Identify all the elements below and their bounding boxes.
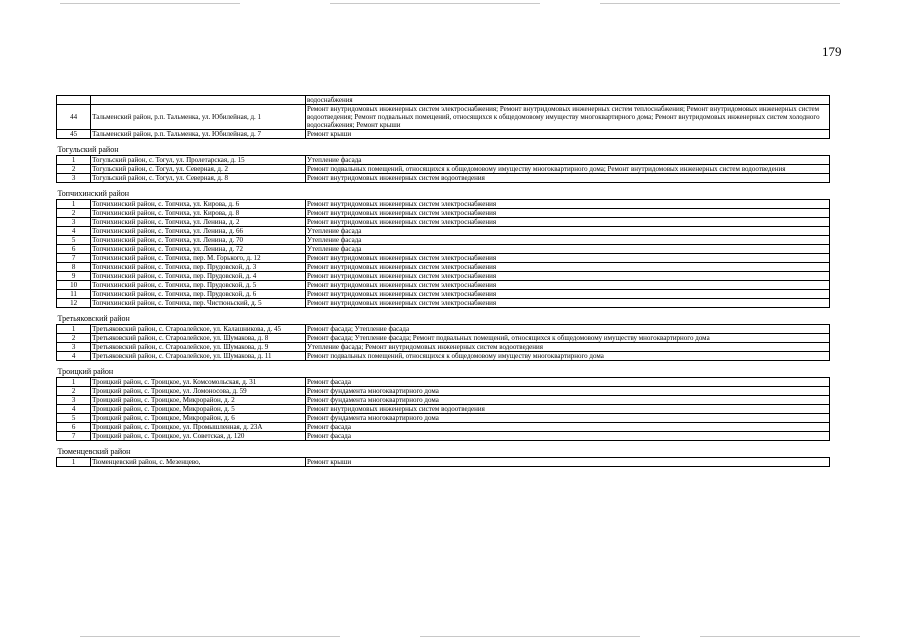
row-number: 6 — [57, 245, 91, 254]
district-header-row — [57, 308, 830, 325]
table-body — [57, 96, 830, 467]
table-row — [57, 414, 830, 423]
table-row — [57, 105, 830, 130]
row-number: 9 — [57, 272, 91, 281]
works-cell: Утепление фасада — [305, 156, 829, 165]
table-row — [57, 130, 830, 139]
works-cell: Ремонт внутридомовых инженерных систем электроснабжения — [305, 209, 829, 218]
row-number: 45 — [57, 130, 91, 139]
table-row — [57, 218, 830, 227]
document-body — [56, 95, 830, 467]
table-row — [57, 387, 830, 396]
scan-artifact-top — [600, 3, 840, 4]
row-number: 3 — [57, 396, 91, 405]
district-title: Троицкий район — [57, 367, 114, 376]
table-row — [57, 156, 830, 165]
row-number: 8 — [57, 263, 91, 272]
works-cell: Утепление фасада — [305, 245, 829, 254]
row-number: 1 — [57, 325, 91, 334]
row-number: 10 — [57, 281, 91, 290]
address-cell: Третьяковский район, с. Староалейское, ул. Калашникова, д. 45 — [91, 325, 306, 334]
table-row — [57, 200, 830, 209]
district-header-row — [57, 361, 830, 378]
table-row — [57, 165, 830, 174]
address-cell: Тюменцевский район, с. Мезенцево, — [91, 458, 306, 467]
address-cell: Тогульский район, с. Тогул, ул. Пролетарская, д. 15 — [91, 156, 306, 165]
row-number — [57, 96, 91, 105]
row-number: 4 — [57, 405, 91, 414]
address-cell: Троицкий район, с. Троицкое, Микрорайон, д. 6 — [91, 414, 306, 423]
row-number: 5 — [57, 414, 91, 423]
table-row — [57, 343, 830, 352]
table-row — [57, 432, 830, 441]
address-cell: Тальменский район, р.п. Тальменка, ул. Юбилейная, д. 7 — [91, 130, 306, 139]
table-row — [57, 281, 830, 290]
row-number: 12 — [57, 299, 91, 308]
district-title: Тюменцевский район — [57, 447, 131, 456]
works-cell: Ремонт внутридомовых инженерных систем электроснабжения — [305, 200, 829, 209]
works-cell: Ремонт внутридомовых инженерных систем электроснабжения — [305, 254, 829, 263]
works-cell: Ремонт фасада; Утепление фасада; Ремонт подвальных помещений, относящихся к общедомовому имуществу многоквартирного дома — [305, 334, 829, 343]
address-cell: Троицкий район, с. Троицкое, ул. Советская, д. 120 — [91, 432, 306, 441]
district-header-row — [57, 183, 830, 200]
works-cell: Ремонт внутридомовых инженерных систем электроснабжения — [305, 272, 829, 281]
works-cell: Ремонт подвальных помещений, относящихся к общедомовому имуществу многоквартирного дома; Ремонт внутридомовых инженерных систем водоотведения — [305, 165, 829, 174]
address-cell: Топчихинский район, с. Топчиха, ул. Кирова, д. 8 — [91, 209, 306, 218]
scan-artifact-bottom — [700, 636, 860, 637]
row-number: 44 — [57, 105, 91, 130]
address-cell: Третьяковский район, с. Староалейское, ул. Шумакова, д. 8 — [91, 334, 306, 343]
row-number: 2 — [57, 165, 91, 174]
table-row — [57, 396, 830, 405]
works-cell: Ремонт фасада — [305, 423, 829, 432]
works-cell: Ремонт крыши — [305, 458, 829, 467]
table-row — [57, 245, 830, 254]
works-cell: Ремонт внутридомовых инженерных систем электроснабжения — [305, 263, 829, 272]
district-title: Топчихинский район — [57, 189, 130, 198]
works-cell: Ремонт внутридомовых инженерных систем водоотведения — [305, 174, 829, 183]
table-row — [57, 263, 830, 272]
table-row — [57, 174, 830, 183]
district-title: Тогульский район — [57, 145, 119, 154]
row-number: 3 — [57, 218, 91, 227]
row-number: 2 — [57, 209, 91, 218]
table-row — [57, 227, 830, 236]
works-cell: Утепление фасада; Ремонт внутридомовых инженерных систем водоотведения — [305, 343, 829, 352]
works-cell: Ремонт подвальных помещений, относящихся к общедомовому имуществу многоквартирного дома — [305, 352, 829, 361]
works-cell: Ремонт фасада — [305, 432, 829, 441]
works-cell: Утепление фасада — [305, 236, 829, 245]
works-cell: Утепление фасада — [305, 227, 829, 236]
works-cell: Ремонт внутридомовых инженерных систем водоотведения — [305, 405, 829, 414]
address-cell: Тогульский район, с. Тогул, ул. Северная, д. 8 — [91, 174, 306, 183]
row-number: 4 — [57, 227, 91, 236]
row-number: 1 — [57, 378, 91, 387]
row-number: 2 — [57, 334, 91, 343]
works-cell: Ремонт фундамента многоквартирного дома — [305, 396, 829, 405]
row-number: 3 — [57, 343, 91, 352]
row-number: 7 — [57, 432, 91, 441]
works-cell: Ремонт фундамента многоквартирного дома — [305, 414, 829, 423]
address-cell: Топчихинский район, с. Топчиха, пер. Прудовской, д. 3 — [91, 263, 306, 272]
address-cell: Троицкий район, с. Троицкое, Микрорайон, д. 2 — [91, 396, 306, 405]
address-cell: Троицкий район, с. Троицкое, Микрорайон, д. 5 — [91, 405, 306, 414]
row-number: 7 — [57, 254, 91, 263]
address-cell: Третьяковский район, с. Староалейское, ул. Шумакова, д. 9 — [91, 343, 306, 352]
district-title: Третьяковский район — [57, 314, 130, 323]
works-cell: Ремонт фасада; Утепление фасада — [305, 325, 829, 334]
address-cell — [91, 96, 306, 105]
address-cell: Топчихинский район, с. Топчиха, ул. Кирова, д. 6 — [91, 200, 306, 209]
repair-schedule-table — [56, 95, 830, 467]
address-cell: Третьяковский район, с. Староалейское, ул. Шумакова, д. 11 — [91, 352, 306, 361]
works-cell: Ремонт фасада — [305, 378, 829, 387]
district-header-row — [57, 441, 830, 458]
address-cell: Троицкий район, с. Троицкое, ул. Комсомольская, д. 31 — [91, 378, 306, 387]
table-row — [57, 209, 830, 218]
table-row — [57, 405, 830, 414]
table-row — [57, 423, 830, 432]
address-cell: Топчихинский район, с. Топчиха, пер. М. Горького, д. 12 — [91, 254, 306, 263]
address-cell: Топчихинский район, с. Топчиха, ул. Ленина, д. 70 — [91, 236, 306, 245]
table-row — [57, 325, 830, 334]
row-number: 1 — [57, 458, 91, 467]
page-number: 179 — [822, 44, 842, 59]
scan-artifact-bottom — [80, 636, 340, 637]
table-row — [57, 96, 830, 105]
works-cell: Ремонт фундамента многоквартирного дома — [305, 387, 829, 396]
district-header-row — [57, 139, 830, 156]
table-row — [57, 254, 830, 263]
table-row — [57, 352, 830, 361]
row-number: 4 — [57, 352, 91, 361]
scan-artifact-bottom — [420, 636, 640, 637]
address-cell: Топчихинский район, с. Топчиха, ул. Ленина, д. 72 — [91, 245, 306, 254]
table-row — [57, 272, 830, 281]
works-cell: Ремонт внутридомовых инженерных систем электроснабжения — [305, 290, 829, 299]
row-number: 11 — [57, 290, 91, 299]
table-row — [57, 378, 830, 387]
scan-artifact-top — [60, 3, 240, 4]
address-cell: Тогульский район, с. Тогул, ул. Северная, д. 2 — [91, 165, 306, 174]
scan-artifact-top — [330, 3, 540, 4]
works-cell: Ремонт внутридомовых инженерных систем электроснабжения — [305, 299, 829, 308]
row-number: 1 — [57, 156, 91, 165]
row-number: 2 — [57, 387, 91, 396]
row-number: 1 — [57, 200, 91, 209]
works-cell: Ремонт внутридомовых инженерных систем электроснабжения; Ремонт внутридомовых инженерных систем теплоснабжения; Ремонт внутридомовых инженерных систем водоотведения; Ремонт подвальных помещений, относящихся к общедомовому имуществу многоквартирного дома; Ремонт внутридомовых инженерных систем холодного водоснабжения; Ремонт крыши — [305, 105, 829, 130]
address-cell: Топчихинский район, с. Топчиха, пер. Прудовской, д. 4 — [91, 272, 306, 281]
works-cell: Ремонт внутридомовых инженерных систем электроснабжения — [305, 218, 829, 227]
address-cell: Троицкий район, с. Троицкое, ул. Ломоносова, д. 59 — [91, 387, 306, 396]
works-cell: водоснабжения — [305, 96, 829, 105]
row-number: 6 — [57, 423, 91, 432]
works-cell: Ремонт крыши — [305, 130, 829, 139]
address-cell: Топчихинский район, с. Топчиха, пер. Прудовской, д. 6 — [91, 290, 306, 299]
address-cell: Топчихинский район, с. Топчиха, пер. Чистюньский, д. 5 — [91, 299, 306, 308]
table-row — [57, 236, 830, 245]
address-cell: Топчихинский район, с. Топчиха, ул. Ленина, д. 2 — [91, 218, 306, 227]
address-cell: Тальменский район, р.п. Тальменка, ул. Юбилейная, д. 1 — [91, 105, 306, 130]
table-row — [57, 290, 830, 299]
table-row — [57, 299, 830, 308]
address-cell: Троицкий район, с. Троицкое, ул. Промышленная, д. 23А — [91, 423, 306, 432]
address-cell: Топчихинский район, с. Топчиха, пер. Прудовской, д. 5 — [91, 281, 306, 290]
table-row — [57, 458, 830, 467]
works-cell: Ремонт внутридомовых инженерных систем электроснабжения — [305, 281, 829, 290]
table-row — [57, 334, 830, 343]
address-cell: Топчихинский район, с. Топчиха, ул. Ленина, д. 66 — [91, 227, 306, 236]
row-number: 3 — [57, 174, 91, 183]
row-number: 5 — [57, 236, 91, 245]
